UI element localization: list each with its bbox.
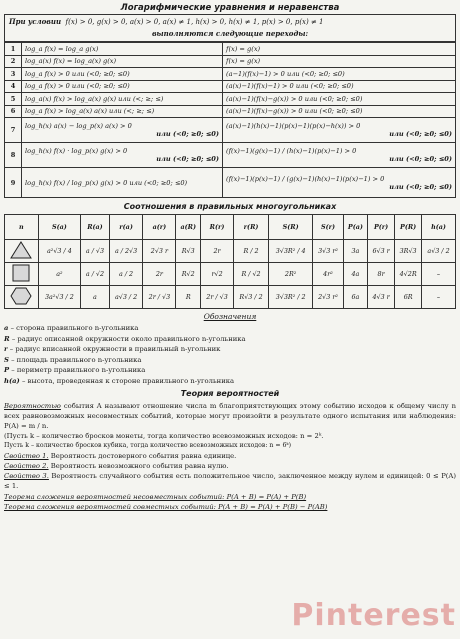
polygon-value-cell: R / 2 bbox=[233, 240, 268, 263]
log-left-expression: log_a f(x) > 0 или (<0; ≥0; ≤0) bbox=[25, 82, 130, 91]
polygon-value-cell: 4a bbox=[343, 263, 367, 286]
condition-line bbox=[9, 16, 451, 28]
log-right-expression: f(x) = g(x) bbox=[226, 57, 261, 66]
polygon-value-cell: 2√3 r bbox=[143, 240, 176, 263]
log-left-expression: log_a(x) f(x) > log_a(x) g(x) или (<; ≥; ≤) bbox=[25, 94, 164, 103]
log-row-right bbox=[223, 68, 456, 81]
condition-lead: При условии bbox=[9, 17, 62, 26]
notation-symbol: R bbox=[4, 334, 10, 343]
log-row-number: 7 bbox=[5, 118, 22, 143]
property-1-text: Вероятность достоверного события равна единице. bbox=[48, 452, 237, 460]
polygon-value-cell: R√3 bbox=[176, 240, 201, 263]
polygon-value-cell: 2r bbox=[201, 240, 234, 263]
log-row-right bbox=[223, 93, 456, 106]
polygon-value-cell: – bbox=[422, 286, 456, 309]
polygon-value-cell: 2r / √3 bbox=[201, 286, 234, 309]
definition-term: Вероятностью bbox=[4, 402, 61, 410]
polygon-value-cell: 3R√3 bbox=[395, 240, 422, 263]
log-left-expression: log_a f(x) > log_a(x) a(x) или (<; ≥; ≤) bbox=[25, 107, 155, 116]
condition-subtitle: выполняются следующие переходы: bbox=[151, 29, 309, 38]
log-row-left bbox=[22, 93, 223, 106]
polygon-value-cell: 3a bbox=[343, 240, 367, 263]
polygon-value-cell: a√3 / 2 bbox=[109, 286, 143, 309]
log-row bbox=[5, 43, 456, 56]
polygon-header-cell: n bbox=[5, 215, 39, 240]
polygon-value-cell: a / √2 bbox=[81, 263, 109, 286]
log-row-left bbox=[22, 143, 223, 168]
polygon-value-cell: 6a bbox=[343, 286, 367, 309]
log-transitions-table bbox=[4, 42, 456, 198]
notation-text: – периметр правильного n-угольника bbox=[9, 366, 146, 374]
notation-item bbox=[4, 344, 456, 355]
log-row-right bbox=[223, 168, 456, 198]
property-1 bbox=[4, 451, 456, 461]
log-left-variants: или (<0; ≥0; ≤0) bbox=[156, 155, 219, 163]
log-right-expression: (f(x)−1)(p(x)−1) / (g(x)−1)(h(x)−1)(p(x)−1) > 0 bbox=[226, 174, 385, 183]
log-row-right bbox=[223, 105, 456, 118]
log-row bbox=[5, 118, 456, 143]
probability-definition bbox=[4, 401, 456, 431]
polygon-value-cell: R / √2 bbox=[233, 263, 268, 286]
polygon-row bbox=[5, 263, 456, 286]
log-row-number: 1 bbox=[5, 43, 22, 56]
polygon-value-cell: 3√3R² / 2 bbox=[269, 286, 313, 309]
notation-text: – радиус вписанной окружности в правильный n-угольник bbox=[7, 345, 221, 353]
polygon-value-cell: 2R² bbox=[269, 263, 313, 286]
log-right-expression: (a(x)−1)(h(x)−1)(p(x)−1)(p(x)−h(x)) > 0 bbox=[226, 122, 361, 130]
log-right-expression: (a(x)−1)(f(x)−1) > 0 или (<0; ≥0; ≤0) bbox=[226, 82, 354, 91]
log-right-expression: (a−1)(f(x)−1) > 0 или (<0; ≥0; ≤0) bbox=[226, 69, 345, 78]
log-row bbox=[5, 55, 456, 68]
log-row-number: 4 bbox=[5, 80, 22, 93]
polygon-table bbox=[4, 214, 456, 309]
polygon-value-cell: a / 2√3 bbox=[109, 240, 143, 263]
log-row-number: 3 bbox=[5, 68, 22, 81]
notation-symbol: S bbox=[4, 355, 9, 364]
polygon-value-cell: R√2 bbox=[176, 263, 201, 286]
polygon-value-cell: R√3 / 2 bbox=[233, 286, 268, 309]
log-left-expression: log_a f(x) = log_a g(x) bbox=[25, 44, 99, 53]
polygon-header-cell: S(a) bbox=[38, 215, 81, 240]
log-left-expression: log_a(x) f(x) = log_a(x) g(x) bbox=[25, 57, 117, 66]
log-right-expression: (f(x)−1)(g(x)−1) / (h(x)−1)(p(x)−1) > 0 bbox=[226, 147, 357, 155]
log-row bbox=[5, 143, 456, 168]
log-right-expression: (a(x)−1)(f(x)−g(x)) > 0 или (<0; ≥0; ≤0) bbox=[226, 94, 363, 103]
log-left-expression: log_a f(x) > 0 или (<0; ≥0; ≤0) bbox=[25, 69, 130, 78]
polygon-header-cell: r(R) bbox=[233, 215, 268, 240]
polygon-value-cell: 4√3 r bbox=[367, 286, 394, 309]
polygon-value-cell: 3√3R² / 4 bbox=[269, 240, 313, 263]
log-row bbox=[5, 105, 456, 118]
log-right-variants: или (<0; ≥0; ≤0) bbox=[389, 130, 452, 138]
log-row bbox=[5, 68, 456, 81]
log-row-number: 6 bbox=[5, 105, 22, 118]
notation-item bbox=[4, 355, 456, 366]
log-row-number: 8 bbox=[5, 143, 22, 168]
polygon-value-cell: a / √3 bbox=[81, 240, 109, 263]
probability-example-1: (Пусть k – количество бросков монеты, тогда количество всевозможных исходов: n = 2ᵏ. bbox=[4, 432, 324, 440]
polygon-value-cell: a² bbox=[38, 263, 81, 286]
log-left-variants: или (<0; ≥0; ≤0) bbox=[156, 130, 219, 138]
property-1-term: Свойство 1. bbox=[4, 452, 49, 460]
polygon-value-cell: a²√3 / 4 bbox=[38, 240, 81, 263]
log-row-left bbox=[22, 80, 223, 93]
polygon-value-cell: – bbox=[422, 263, 456, 286]
probability-example-2: Пусть k – количество бросков кубика, тогда количество всевозможных исходов: n = 6ᵏ) bbox=[4, 442, 292, 449]
polygon-header-cell: P(r) bbox=[367, 215, 394, 240]
polygon-shape-cell bbox=[5, 240, 39, 263]
polygon-value-cell: a bbox=[81, 286, 109, 309]
log-right-variants: или (<0; ≥0; ≤0) bbox=[389, 155, 452, 163]
polygon-value-cell: 3a²√3 / 2 bbox=[38, 286, 81, 309]
notation-symbol: a bbox=[4, 324, 9, 332]
polygon-header-cell: P(R) bbox=[395, 215, 422, 240]
polygon-value-cell: 8r bbox=[367, 263, 394, 286]
log-left-expression: log_h(x) a(x) − log_p(x) a(x) > 0 bbox=[25, 122, 132, 130]
theorem-incompatible: Теорема сложения вероятностей несовместных событий: P(A + B) = P(A) + P(B) bbox=[4, 493, 307, 501]
log-row-number: 5 bbox=[5, 93, 22, 106]
property-2-text: Вероятность невозможного события равна нулю. bbox=[48, 462, 229, 470]
watermark-logo: Pinterest bbox=[291, 598, 456, 633]
polygon-section-title: Соотношения в правильных многоугольниках bbox=[123, 202, 337, 211]
log-left-expression: log_h(x) f(x) / log_p(x) g(x) > 0 или (<0; ≥0; ≤0) bbox=[25, 178, 188, 187]
polygon-value-cell: 2r / √3 bbox=[143, 286, 176, 309]
triangle-icon bbox=[10, 241, 32, 261]
polygon-shape-cell bbox=[5, 286, 39, 309]
property-2-term: Свойство 2. bbox=[4, 462, 49, 470]
property-2 bbox=[4, 461, 456, 471]
log-row-right bbox=[223, 55, 456, 68]
log-row-right bbox=[223, 80, 456, 93]
notation-text: – сторона правильного n-угольника bbox=[8, 324, 139, 332]
polygon-header-cell: S(r) bbox=[313, 215, 344, 240]
log-row-left bbox=[22, 168, 223, 198]
log-row-left bbox=[22, 105, 223, 118]
property-3 bbox=[4, 471, 456, 491]
polygon-value-cell: 2√3 r² bbox=[313, 286, 344, 309]
polygon-value-cell: 3√3 r² bbox=[313, 240, 344, 263]
log-row-number: 9 bbox=[5, 168, 22, 198]
log-row-right bbox=[223, 143, 456, 168]
polygon-header-cell: h(a) bbox=[422, 215, 456, 240]
hexagon-icon bbox=[10, 287, 32, 307]
notation-symbol: P bbox=[4, 366, 10, 374]
notation-item bbox=[4, 376, 456, 387]
log-row bbox=[5, 93, 456, 106]
polygon-header-cell: P(a) bbox=[343, 215, 367, 240]
log-row-left bbox=[22, 43, 223, 56]
log-right-expression: (a(x)−1)(f(x)−g(x)) > 0 или (<0; ≥0; ≤0) bbox=[226, 107, 363, 116]
condition-text: f(x) > 0, g(x) > 0, a(x) > 0, a(x) ≠ 1, h(x) > 0, h(x) ≠ 1, p(x) > 0, p(x) ≠ 1 bbox=[65, 18, 324, 26]
polygon-header-cell: R(r) bbox=[201, 215, 234, 240]
probability-section-title: Теория вероятностей bbox=[180, 389, 280, 398]
log-row-right bbox=[223, 43, 456, 56]
definition-text: события A называют отношение числа m благоприятствующих этому событию исходов к общему числу n всех равновозможных несовместных событий, которые могут произойти в результате одного испытания или наблюдения: P(A) = m / n. bbox=[4, 402, 456, 430]
polygon-header-cell: a(R) bbox=[176, 215, 201, 240]
polygon-header-cell: r(a) bbox=[109, 215, 143, 240]
notation-item bbox=[4, 334, 456, 345]
polygon-header-cell: S(R) bbox=[269, 215, 313, 240]
property-3-text: Вероятность случайного события есть положительное число, заключенное между нулем и единицей: 0 ≤ P(A) ≤ 1. bbox=[4, 472, 456, 490]
polygon-header-cell: a(r) bbox=[143, 215, 176, 240]
polygon-shape-cell bbox=[5, 263, 39, 286]
log-row bbox=[5, 80, 456, 93]
polygon-value-cell: a√3 / 2 bbox=[422, 240, 456, 263]
polygon-value-cell: a / 2 bbox=[109, 263, 143, 286]
notation-text: – радиус описанной окружности около правильного n-угольника bbox=[9, 334, 246, 343]
polygon-value-cell: 6√3 r bbox=[367, 240, 394, 263]
notation-text: – площадь правильного n-угольника bbox=[8, 355, 142, 364]
cheat-sheet-page bbox=[4, 2, 456, 635]
log-row-left bbox=[22, 118, 223, 143]
log-row-right bbox=[223, 118, 456, 143]
square-icon bbox=[12, 264, 30, 284]
notation-list bbox=[4, 323, 456, 386]
theorem-compatible: Теорема сложения вероятностей совместных событий: P(A + B) = P(A) + P(B) − P(AB) bbox=[4, 503, 328, 511]
log-left-expression: log_h(x) f(x) · log_p(x) g(x) > 0 bbox=[25, 147, 128, 155]
notation-symbol: r bbox=[4, 345, 8, 353]
property-3-term: Свойство 3. bbox=[4, 472, 49, 480]
log-row-number: 2 bbox=[5, 55, 22, 68]
page-title: Логарифмические уравнения и неравенства bbox=[120, 3, 340, 13]
notation-item bbox=[4, 323, 456, 334]
polygon-header-cell: R(a) bbox=[81, 215, 109, 240]
polygon-value-cell: 4√2R bbox=[395, 263, 422, 286]
polygon-value-cell: r√2 bbox=[201, 263, 234, 286]
polygon-value-cell: 2r bbox=[143, 263, 176, 286]
notation-text: – высота, проведенная к стороне правильного n-угольника bbox=[19, 376, 235, 385]
notation-item bbox=[4, 365, 456, 376]
log-row-left bbox=[22, 55, 223, 68]
notation-title: Обозначения bbox=[203, 312, 257, 321]
polygon-value-cell: 6R bbox=[395, 286, 422, 309]
log-row bbox=[5, 168, 456, 198]
notation-symbol: h(a) bbox=[4, 376, 20, 385]
log-right-expression: f(x) = g(x) bbox=[226, 44, 261, 53]
polygon-value-cell: R bbox=[176, 286, 201, 309]
condition-box bbox=[4, 14, 456, 42]
log-right-variants: или (<0; ≥0; ≤0) bbox=[389, 182, 452, 191]
polygon-row bbox=[5, 240, 456, 263]
polygon-row bbox=[5, 286, 456, 309]
log-row-left bbox=[22, 68, 223, 81]
polygon-value-cell: 4r² bbox=[313, 263, 344, 286]
